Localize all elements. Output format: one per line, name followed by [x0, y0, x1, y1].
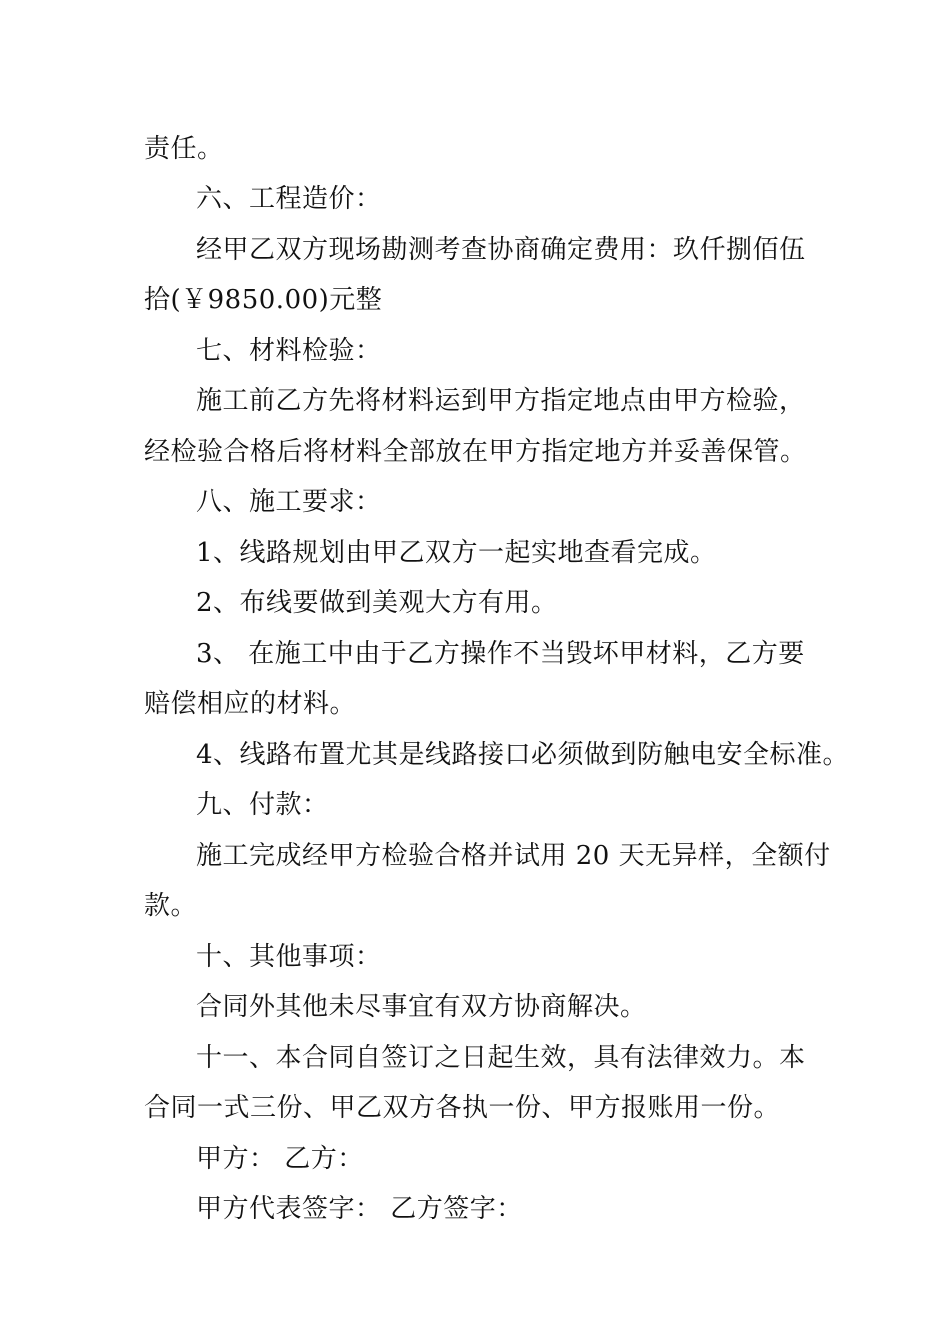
party-labels: 甲方： 乙方： — [196, 1144, 364, 1174]
requirement-item-2: 2、布线要做到美观大方有用。 — [196, 588, 558, 618]
requirement-item-4: 4、线路布置尤其是线路接口必须做到防触电安全标准。 — [196, 740, 850, 770]
requirement-item-1: 1、线路规划由甲乙双方一起实地查看完成。 — [196, 538, 717, 568]
text-line-16: 款。 — [144, 891, 198, 921]
requirement-item-3-cont: 赔偿相应的材料。 — [144, 689, 357, 719]
text-line-3: 经甲乙双方现场勘测考查协商确定费用：玖仟捌佰伍 — [196, 235, 806, 265]
text-line-7: 经检验合格后将材料全部放在甲方指定地方并妥善保管。 — [144, 437, 807, 467]
section-heading-effect: 十一、本合同自签订之日起生效，具有法律效力。本 — [196, 1043, 806, 1073]
signature-labels: 甲方代表签字： 乙方签字： — [196, 1194, 523, 1224]
section-heading-other: 十、其他事项： — [196, 942, 382, 972]
text-line-1: 责任。 — [144, 134, 224, 164]
text-line-4: 拾(￥9850.00)元整 — [144, 285, 383, 315]
text-line-6: 施工前乙方先将材料运到甲方指定地点由甲方检验， — [196, 386, 806, 416]
text-line-18: 合同外其他未尽事宜有双方协商解决。 — [196, 992, 647, 1022]
text-line-20: 合同一式三份、甲乙双方各执一份、甲方报账用一份。 — [144, 1093, 781, 1123]
section-heading-requirements: 八、施工要求： — [196, 487, 382, 517]
section-heading-cost: 六、工程造价： — [196, 184, 382, 214]
section-heading-inspection: 七、材料检验： — [196, 336, 382, 366]
section-heading-payment: 九、付款： — [196, 790, 329, 820]
requirement-item-3: 3、 在施工中由于乙方操作不当毁坏甲材料，乙方要 — [196, 639, 805, 669]
text-line-15: 施工完成经甲方检验合格并试用 20 天无异样，全额付 — [196, 841, 831, 871]
